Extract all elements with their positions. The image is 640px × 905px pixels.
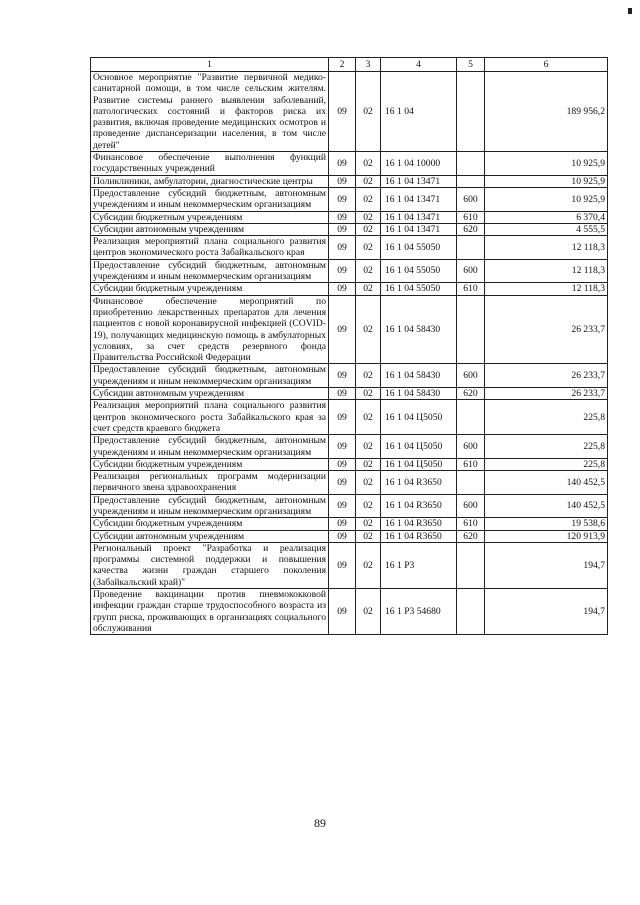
table-row <box>91 175 608 187</box>
row-subsection: 02 <box>356 152 381 176</box>
row-target-article: 16 1 04 58430 <box>381 364 457 388</box>
header-col-6: 6 <box>485 58 608 72</box>
row-subsection: 02 <box>356 494 381 518</box>
row-section: 09 <box>329 435 356 459</box>
row-target-article: 16 1 04 58430 <box>381 295 457 364</box>
row-amount: 26 233,7 <box>485 364 608 388</box>
budget-table <box>90 57 608 635</box>
row-subsection: 02 <box>356 175 381 187</box>
table-row <box>91 187 608 211</box>
row-expense-type: 600 <box>457 259 485 283</box>
row-description: Субсидии бюджетным учреждениям <box>91 518 329 530</box>
row-amount: 10 925,9 <box>485 187 608 211</box>
row-section: 09 <box>329 458 356 470</box>
row-target-article: 16 1 04 13471 <box>381 175 457 187</box>
row-expense-type <box>457 471 485 495</box>
row-subsection: 02 <box>356 458 381 470</box>
header-col-2: 2 <box>329 58 356 72</box>
row-amount: 189 956,2 <box>485 72 608 152</box>
row-section: 09 <box>329 236 356 260</box>
table-row <box>91 72 608 152</box>
row-target-article: 16 1 04 13471 <box>381 187 457 211</box>
row-target-article: 16 1 04 58430 <box>381 388 457 400</box>
row-target-article: 16 1 04 R3650 <box>381 494 457 518</box>
row-expense-type <box>457 400 485 435</box>
row-expense-type <box>457 72 485 152</box>
row-section: 09 <box>329 223 356 235</box>
table-row <box>91 259 608 283</box>
row-amount: 26 233,7 <box>485 295 608 364</box>
row-expense-type <box>457 542 485 588</box>
row-amount: 194,7 <box>485 589 608 635</box>
row-expense-type: 600 <box>457 364 485 388</box>
row-description: Финансовое обеспечение мероприятий по приобретению лекарственных препаратов для лечения пациентов с новой коронавирусной инфекцией (COVID-19), получающих медицинскую помощь в амбулаторных условиях, за счет средств резервного фонда Правительства Российской Федерации <box>91 295 329 364</box>
row-expense-type <box>457 152 485 176</box>
row-description: Субсидии автономным учреждениям <box>91 530 329 542</box>
row-amount: 225,8 <box>485 458 608 470</box>
table-row <box>91 530 608 542</box>
row-amount: 26 233,7 <box>485 388 608 400</box>
row-expense-type: 620 <box>457 223 485 235</box>
row-subsection: 02 <box>356 72 381 152</box>
row-target-article: 16 1 04 55050 <box>381 236 457 260</box>
row-description: Реализация региональных программ модернизации первичного звена здравоохранения <box>91 471 329 495</box>
row-expense-type: 610 <box>457 283 485 295</box>
table-row <box>91 435 608 459</box>
row-amount: 194,7 <box>485 542 608 588</box>
row-description: Субсидии бюджетным учреждениям <box>91 211 329 223</box>
row-target-article: 16 1 P3 <box>381 542 457 588</box>
table-row <box>91 458 608 470</box>
row-amount: 6 370,4 <box>485 211 608 223</box>
row-subsection: 02 <box>356 187 381 211</box>
row-subsection: 02 <box>356 295 381 364</box>
row-amount: 4 555,5 <box>485 223 608 235</box>
row-expense-type <box>457 175 485 187</box>
row-subsection: 02 <box>356 211 381 223</box>
row-section: 09 <box>329 364 356 388</box>
table-row <box>91 589 608 635</box>
row-description: Субсидии автономным учреждениям <box>91 388 329 400</box>
row-target-article: 16 1 04 13471 <box>381 223 457 235</box>
table-row <box>91 152 608 176</box>
row-amount: 225,8 <box>485 435 608 459</box>
row-description: Предоставление субсидий бюджетным, автономным учреждениям и иным некоммерческим организациям <box>91 364 329 388</box>
row-amount: 140 452,5 <box>485 471 608 495</box>
row-subsection: 02 <box>356 259 381 283</box>
row-description: Финансовое обеспечение выполнения функций государственных учреждений <box>91 152 329 176</box>
table-row <box>91 542 608 588</box>
row-expense-type <box>457 236 485 260</box>
row-section: 09 <box>329 295 356 364</box>
table-row <box>91 518 608 530</box>
row-description: Проведение вакцинации против пневмококковой инфекции граждан старше трудоспособного возраста из групп риска, проживающих в организациях социального обслуживания <box>91 589 329 635</box>
row-target-article: 16 1 04 Ц5050 <box>381 435 457 459</box>
row-section: 09 <box>329 494 356 518</box>
row-description: Реализация мероприятий плана социального развития центров экономического роста Забайкальского края за счет средств краевого бюджета <box>91 400 329 435</box>
row-amount: 140 452,5 <box>485 494 608 518</box>
row-amount: 10 925,9 <box>485 175 608 187</box>
header-col-3: 3 <box>356 58 381 72</box>
table-row <box>91 494 608 518</box>
row-description: Реализация мероприятий плана социального развития центров экономического роста Забайкальского края <box>91 236 329 260</box>
table-row <box>91 283 608 295</box>
row-subsection: 02 <box>356 471 381 495</box>
row-expense-type <box>457 589 485 635</box>
row-target-article: 16 1 04 Ц5050 <box>381 400 457 435</box>
row-expense-type: 600 <box>457 187 485 211</box>
row-section: 09 <box>329 518 356 530</box>
row-description: Предоставление субсидий бюджетным, автономным учреждениям и иным некоммерческим организациям <box>91 259 329 283</box>
table-row <box>91 295 608 364</box>
header-col-4: 4 <box>381 58 457 72</box>
row-target-article: 16 1 04 R3650 <box>381 518 457 530</box>
table-row <box>91 388 608 400</box>
row-section: 09 <box>329 152 356 176</box>
row-subsection: 02 <box>356 589 381 635</box>
row-section: 09 <box>329 175 356 187</box>
row-target-article: 16 1 P3 54680 <box>381 589 457 635</box>
row-section: 09 <box>329 471 356 495</box>
row-subsection: 02 <box>356 236 381 260</box>
table-header-row <box>91 58 608 72</box>
row-target-article: 16 1 04 R3650 <box>381 471 457 495</box>
table-row <box>91 211 608 223</box>
table-row <box>91 364 608 388</box>
row-description: Региональный проект "Разработка и реализация программы системной поддержки и повышения качества жизни граждан старшего поколения (Забайкальский край)" <box>91 542 329 588</box>
row-target-article: 16 1 04 Ц5050 <box>381 458 457 470</box>
row-target-article: 16 1 04 <box>381 72 457 152</box>
row-expense-type: 620 <box>457 388 485 400</box>
row-subsection: 02 <box>356 364 381 388</box>
row-expense-type: 600 <box>457 494 485 518</box>
row-section: 09 <box>329 589 356 635</box>
row-subsection: 02 <box>356 388 381 400</box>
row-subsection: 02 <box>356 400 381 435</box>
row-expense-type: 600 <box>457 435 485 459</box>
row-target-article: 16 1 04 13471 <box>381 211 457 223</box>
row-section: 09 <box>329 211 356 223</box>
row-subsection: 02 <box>356 435 381 459</box>
row-subsection: 02 <box>356 542 381 588</box>
row-section: 09 <box>329 542 356 588</box>
row-subsection: 02 <box>356 223 381 235</box>
row-amount: 12 118,3 <box>485 259 608 283</box>
table-row <box>91 223 608 235</box>
row-target-article: 16 1 04 R3650 <box>381 530 457 542</box>
row-section: 09 <box>329 187 356 211</box>
table-row <box>91 400 608 435</box>
row-description: Субсидии автономным учреждениям <box>91 223 329 235</box>
row-description: Субсидии бюджетным учреждениям <box>91 283 329 295</box>
row-expense-type: 610 <box>457 458 485 470</box>
row-section: 09 <box>329 259 356 283</box>
header-col-1: 1 <box>91 58 329 72</box>
row-section: 09 <box>329 283 356 295</box>
row-amount: 120 913,9 <box>485 530 608 542</box>
row-expense-type: 610 <box>457 518 485 530</box>
row-subsection: 02 <box>356 530 381 542</box>
row-description: Субсидии бюджетным учреждениям <box>91 458 329 470</box>
row-section: 09 <box>329 388 356 400</box>
row-description: Поликлиники, амбулатории, диагностические центры <box>91 175 329 187</box>
row-amount: 19 538,6 <box>485 518 608 530</box>
row-subsection: 02 <box>356 283 381 295</box>
row-section: 09 <box>329 530 356 542</box>
scan-mark <box>628 8 632 14</box>
row-target-article: 16 1 04 55050 <box>381 283 457 295</box>
row-description: Основное мероприятие "Развитие первичной медико-санитарной помощи, в том числе сельским жителям. Развитие системы раннего выявления заболеваний, патологических состояний и факторов риска их развития, включая проведение медицинских осмотров и проведение диспансеризации населения, в том числе детей" <box>91 72 329 152</box>
row-description: Предоставление субсидий бюджетным, автономным учреждениям и иным некоммерческим организациям <box>91 435 329 459</box>
header-col-5: 5 <box>457 58 485 72</box>
row-target-article: 16 1 04 10000 <box>381 152 457 176</box>
table-row <box>91 236 608 260</box>
row-amount: 225,8 <box>485 400 608 435</box>
row-amount: 12 118,3 <box>485 283 608 295</box>
row-target-article: 16 1 04 55050 <box>381 259 457 283</box>
row-expense-type: 610 <box>457 211 485 223</box>
row-section: 09 <box>329 400 356 435</box>
row-section: 09 <box>329 72 356 152</box>
row-amount: 12 118,3 <box>485 236 608 260</box>
page-number: 89 <box>314 816 326 830</box>
table-row <box>91 471 608 495</box>
row-expense-type: 620 <box>457 530 485 542</box>
row-description: Предоставление субсидий бюджетным, автономным учреждениям и иным некоммерческим организациям <box>91 187 329 211</box>
row-subsection: 02 <box>356 518 381 530</box>
row-amount: 10 925,9 <box>485 152 608 176</box>
row-expense-type <box>457 295 485 364</box>
row-description: Предоставление субсидий бюджетным, автономным учреждениям и иным некоммерческим организациям <box>91 494 329 518</box>
